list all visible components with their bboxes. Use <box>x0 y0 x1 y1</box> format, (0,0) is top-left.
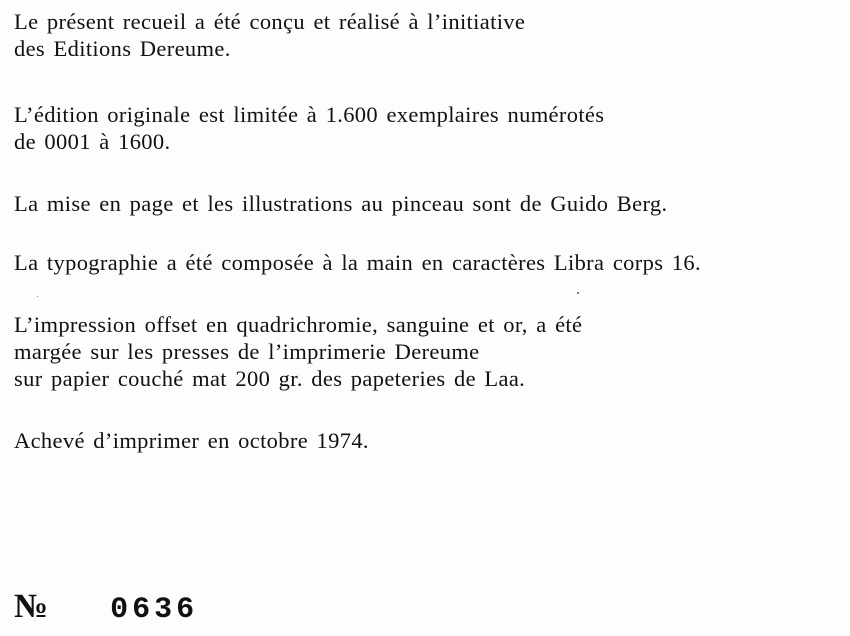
numero-sign: № <box>14 588 49 625</box>
colophon-paragraph-edition <box>14 101 604 155</box>
colophon-line: margée sur les presses de l’imprimerie Dereume <box>14 339 480 364</box>
colophon-paragraph-achieved <box>14 427 369 454</box>
colophon-paragraph-layout <box>14 190 668 217</box>
colophon-paragraph-initiative <box>14 8 525 62</box>
colophon-line: La typographie a été composée à la main en caractères Libra corps 16. <box>14 250 701 275</box>
paper-speck <box>577 292 579 294</box>
colophon-paragraph-printing <box>14 311 582 392</box>
colophon-line: La mise en page et les illustrations au pinceau sont de Guido Berg. <box>14 191 668 216</box>
colophon-line: sur papier couché mat 200 gr. des papeteries de Laa. <box>14 366 526 391</box>
colophon-paragraph-typography <box>14 249 701 276</box>
colophon-line: Achevé d’imprimer en octobre 1974. <box>14 428 369 453</box>
colophon-line: Le présent recueil a été conçu et réalisé à l’initiative <box>14 9 526 34</box>
copy-number-value: 0636 <box>110 593 199 627</box>
colophon-line: L’édition originale est limitée à 1.600 exemplaires numérotés <box>14 102 605 127</box>
paper-speck <box>37 296 38 297</box>
colophon-line: de 0001 à 1600. <box>14 129 171 154</box>
colophon-line: des Editions Dereume. <box>14 36 231 61</box>
copy-number <box>14 588 198 632</box>
colophon-line: L’impression offset en quadrichromie, sanguine et or, a été <box>14 312 583 337</box>
